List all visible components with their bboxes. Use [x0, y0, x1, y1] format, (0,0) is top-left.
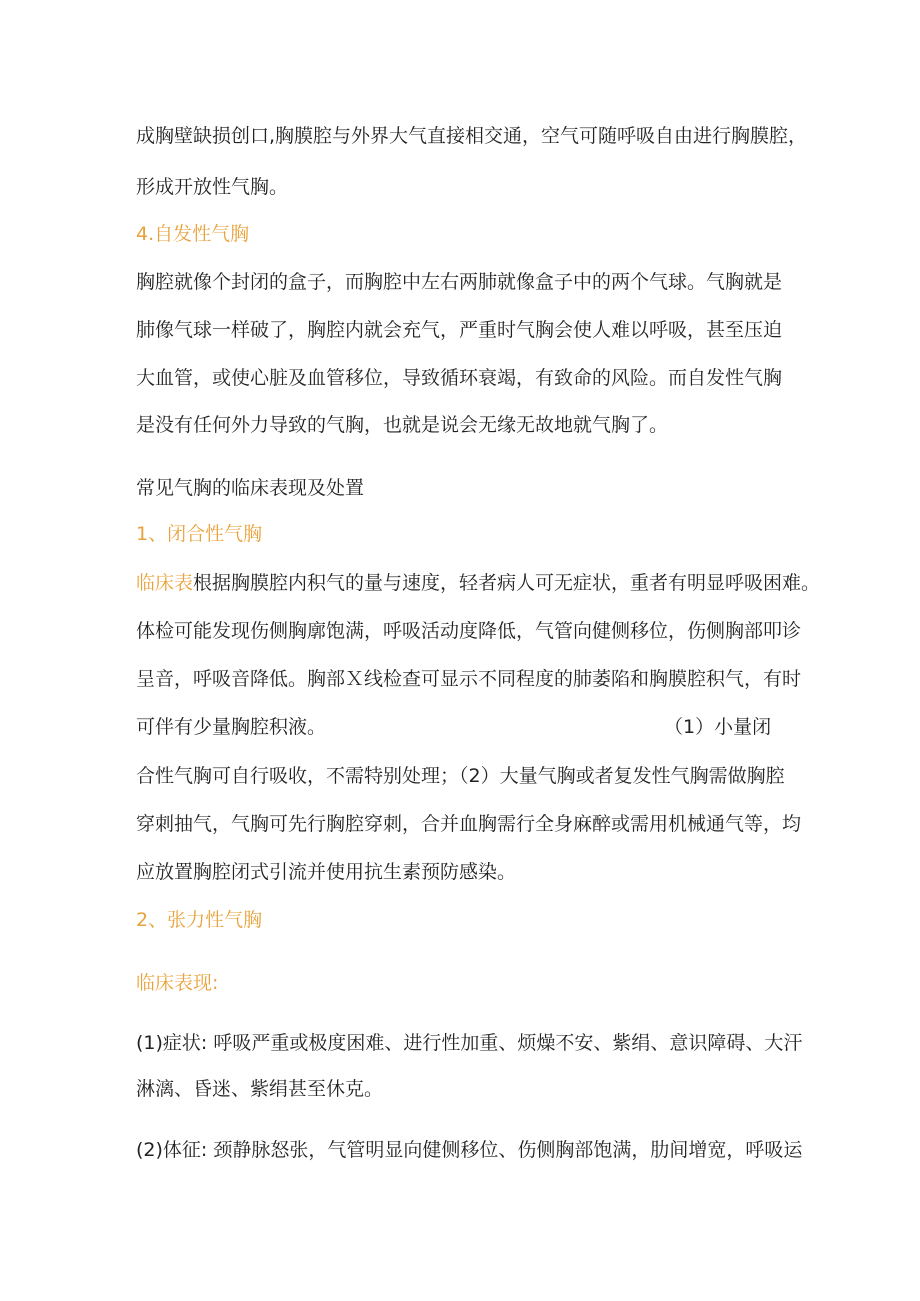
paragraph-line: [136, 571, 820, 595]
symptoms-line: (1)症状: 呼吸严重或极度困难、进行性加重、烦燥不安、紫绢、意识障碍、大汗: [136, 1032, 803, 1054]
signs-line: (2)体征: 颈静脉怒张，气管明显向健侧移位、伤侧胸部饱满，肋间增宽，呼吸运: [136, 1139, 803, 1161]
paragraph-line: 形成开放性气胸。: [136, 176, 289, 198]
heading-tension-pneumothorax: 2、张力性气胸: [136, 909, 263, 931]
paragraph-line: 成胸壁缺损创口,胸膜腔与外界大气直接相交通，空气可随呼吸自由进行胸膜腔，: [136, 125, 808, 147]
heading-closed-pneumothorax: 1、闭合性气胸: [136, 523, 263, 545]
paragraph-line: 呈音，呼吸音降低。胸部Ｘ线检查可显示不同程度的肺萎陷和胸膜腔积气，有时: [136, 668, 802, 690]
paragraph-line: 穿刺抽气，气胸可先行胸腔穿刺，合并血胸需行全身麻醉或需用机械通气等，均: [136, 813, 802, 835]
paragraph-line: 可伴有少量胸腔积液。: [136, 716, 327, 738]
paragraph-line: 是没有任何外力导致的气胸，也就是说会无缘无故地就气胸了。: [136, 414, 669, 436]
symptoms-line: 淋漓、昏迷、紫绢甚至休克。: [136, 1078, 384, 1100]
paragraph-line: 体检可能发现伤侧胸廓饱满，呼吸活动度降低，气管向健侧移位，伤侧胸部叩诊: [136, 620, 802, 642]
paragraph-line: 胸腔就像个封闭的盒子，而胸腔中左右两肺就像盒子中的两个气球。气胸就是: [136, 271, 783, 293]
clinical-manifestation-label: 临床表现:: [136, 972, 219, 994]
paragraph-line: 大血管，或使心脏及血管移位，导致循环衰竭，有致命的风险。而自发性气胸: [136, 367, 783, 389]
heading-spontaneous-pneumothorax: 4.自发性气胸: [136, 223, 250, 245]
paragraph-line-tail: （1）小量闭: [664, 716, 772, 738]
paragraph-line: 应放置胸腔闭式引流并使用抗生素预防感染。: [136, 861, 517, 883]
clinical-label: 临床表: [136, 572, 194, 594]
section-title: 常见气胸的临床表现及处置: [136, 477, 365, 499]
paragraph-line: 肺像气球一样破了，胸腔内就会充气，严重时气胸会使人难以呼吸，甚至压迫: [136, 319, 783, 341]
paragraph-text: 根据胸膜腔内积气的量与速度，轻者病人可无症状，重者有明显呼吸困难。: [193, 572, 821, 594]
paragraph-line: 合性气胸可自行吸收，不需特别处理；（2）大量气胸或者复发性气胸需做胸腔: [136, 765, 785, 787]
